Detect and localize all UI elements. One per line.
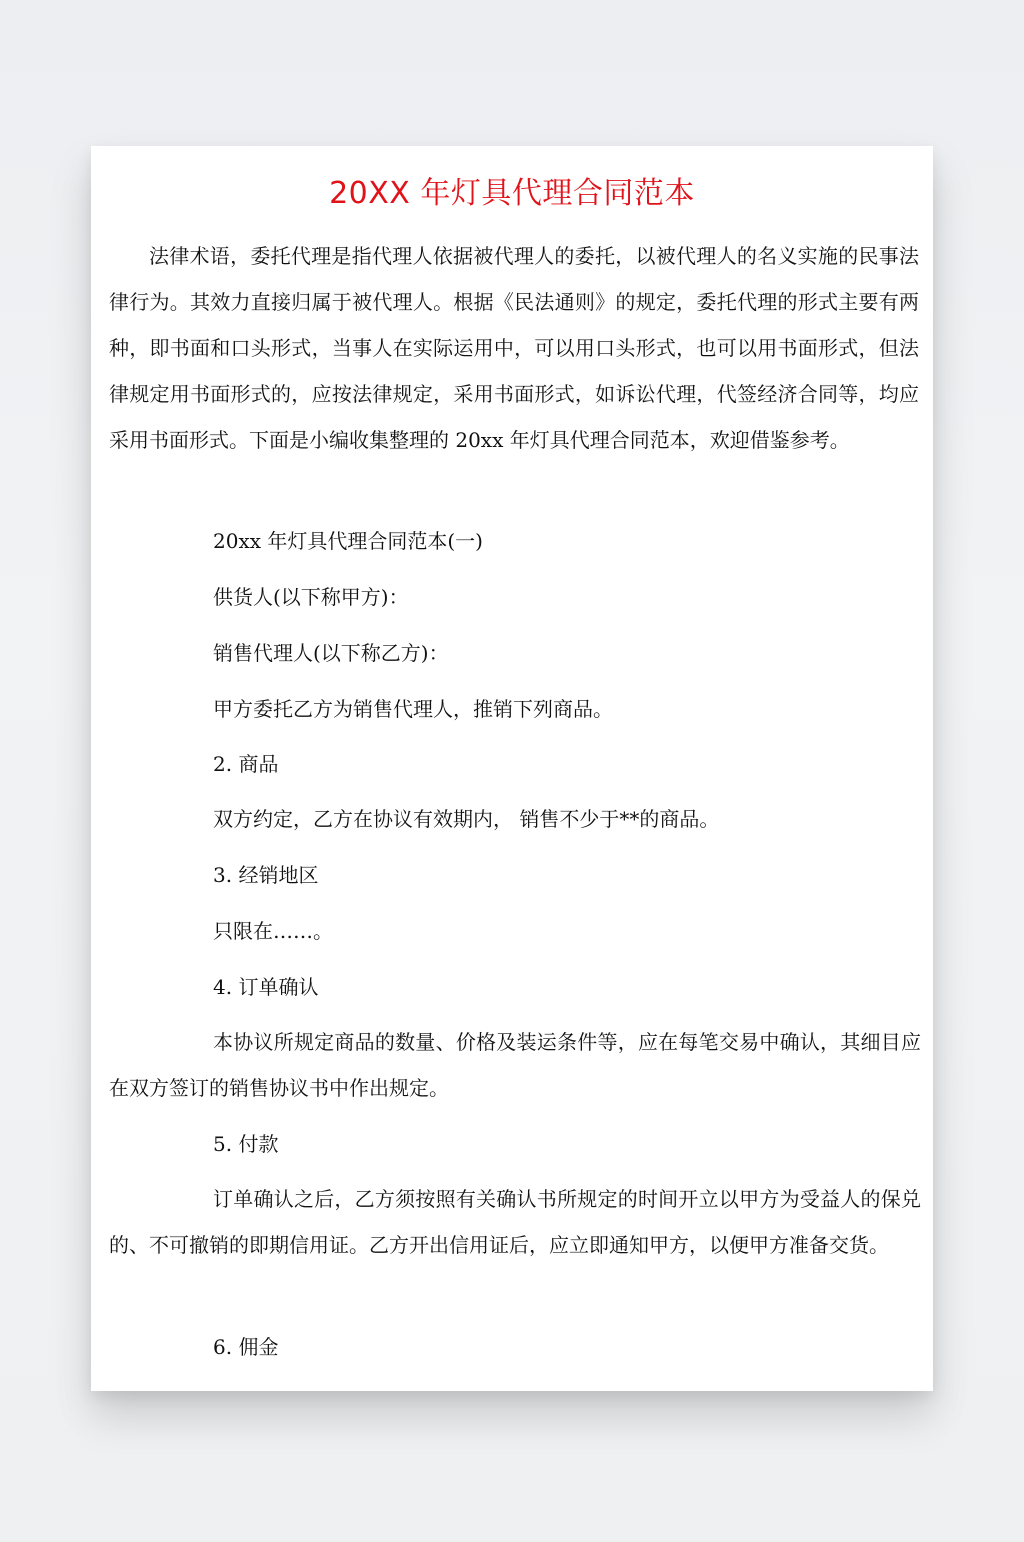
section-territory-heading: 3. 经销地区	[213, 863, 319, 887]
section-payment-heading: 5. 付款	[213, 1132, 279, 1156]
supplier-line: 供货人(以下称甲方)：	[213, 585, 409, 609]
document-title: 20XX 年灯具代理合同范本	[329, 176, 695, 211]
contract-title: 20xx 年灯具代理合同范本(一)	[213, 529, 483, 553]
section-order-body: 本协议所规定商品的数量、价格及装运条件等，应在每笔交易中确认，其细目应在双方签订的销售协议书中作出规定。	[109, 1030, 921, 1100]
section-order-heading: 4. 订单确认	[213, 975, 319, 999]
section-commission-heading: 6. 佣金	[213, 1335, 279, 1359]
agent-line: 销售代理人(以下称乙方)：	[213, 641, 449, 665]
intro-paragraph: 法律术语，委托代理是指代理人依据被代理人的委托，以被代理人的名义实施的民事法律行为。其效力直接归属于被代理人。根据《民法通则》的规定，委托代理的形式主要有两种，即书面和口头形式，当事人在实际运用中，可以用口头形式，也可以用书面形式，但法律规定用书面形式的，应按法律规定，采用书面形式，如诉讼代理，代签经济合同等，均应采用书面形式。下面是小编收集整理的 20xx 年灯具代理合同范本，欢迎借鉴参考。	[109, 244, 919, 452]
appointment-line: 甲方委托乙方为销售代理人，推销下列商品。	[213, 697, 613, 721]
section-goods-body: 双方约定，乙方在协议有效期内， 销售不少于**的商品。	[213, 807, 720, 831]
document-page	[91, 146, 933, 1391]
section-goods-heading: 2. 商品	[213, 752, 279, 776]
section-territory-body: 只限在……。	[213, 919, 333, 943]
section-payment-body: 订单确认之后，乙方须按照有关确认书所规定的时间开立以甲方为受益人的保兑的、不可撤销的即期信用证。乙方开出信用证后，应立即通知甲方，以便甲方准备交货。	[109, 1187, 921, 1257]
